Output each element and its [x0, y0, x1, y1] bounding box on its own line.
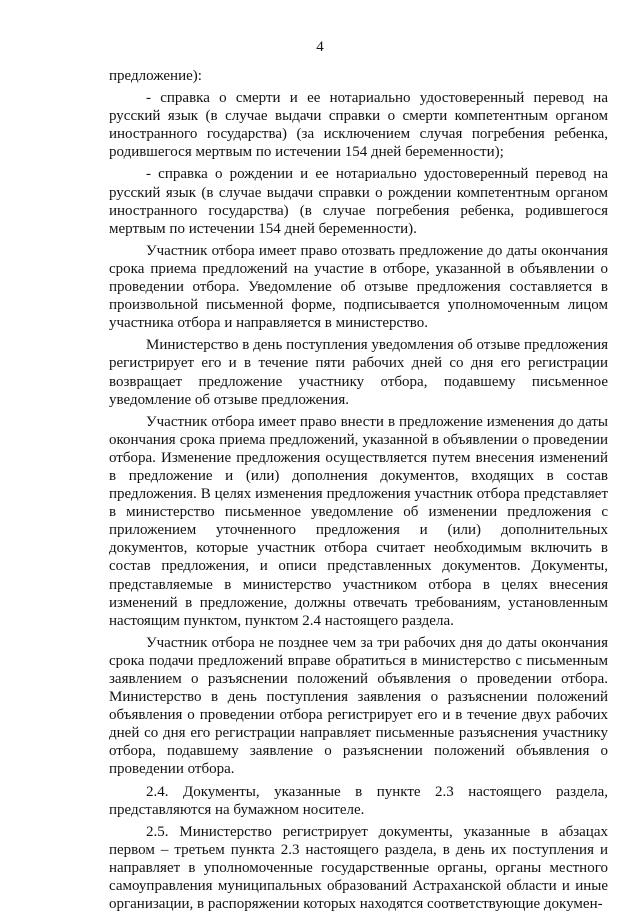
page-number: 4: [316, 39, 324, 55]
document-body: [109, 67, 608, 917]
paragraph-ministry-withdraw-registration: Министерство в день поступления уведомления об отзыве предложения регистрирует его и в течение пяти рабочих дней со дня его регистрации возвращает предложение участнику отбора, подавшему письменное уведомление об отзыве предложения.: [109, 337, 608, 408]
paragraph-birth-certificate: - справка о рождении и ее нотариально удостоверенный перевод на русский язык (в случае выдачи справки о рождении компетентным органом иностранного государства) (в случае погребения ребенка, родившегося мертвым по истечении 154 дней беременности).: [109, 166, 608, 237]
paragraph-section-2-4: 2.4. Документы, указанные в пункте 2.3 настоящего раздела, представляются на бумажном носителе.: [109, 783, 608, 818]
paragraph-proposal-changes: Участник отбора имеет право внести в предложение изменения до даты окончания срока приема предложений, указанной в объявлении о проведении отбора. Изменение предложения осуществляется путем внесения изменений в предложение и (или) дополнения документов, входящих в состав предложения. В целях изменения предложения участник отбора представляет в министерство письменное уведомление об изменении предложения с приложением уточненного предложения и (или) дополнительных документов, которые участник отбора считает необходимым включить в состав предложения, и описи представленных документов. Документы, представляемые в министерство участником отбора в целях внесения изменений в предложение, должны отвечать требованиям, установленным настоящим пунктом, пунктом 2.4 настоящего раздела.: [109, 413, 608, 629]
paragraph-clarification-request: Участник отбора не позднее чем за три рабочих дня до даты окончания срока подачи предложений вправе обратиться в министерство с письменным заявлением о разъяснении положений объявления о проведении отбора. Министерство в день поступления заявления о разъяснении положений объявления о проведении отбора регистрирует его и в течение двух рабочих дней со дня его регистрации направляет письменные разъяснения участнику отбора, подавшему заявление о разъяснении положений объявления о проведении отбора.: [109, 634, 608, 778]
paragraph-continuation: предложение):: [109, 68, 202, 84]
paragraph-death-certificate: - справка о смерти и ее нотариально удостоверенный перевод на русский язык (в случае выдачи справки о смерти компетентным органом иностранного государства) (за исключением случая погребения ребенка, родившегося мертвым по истечении 154 дней беременности);: [109, 90, 608, 161]
paragraph-withdraw-proposal: Участник отбора имеет право отозвать предложение до даты окончания срока приема предложений на участие в отборе, указанной в объявлении о проведении отбора. Уведомление об отзыве предложения составляется в произвольной письменной форме, подписывается уполномоченным лицом участника отбора и направляется в министерство.: [109, 242, 608, 332]
paragraph-section-2-5: 2.5. Министерство регистрирует документы, указанные в абзацах первом – третьем пункта 2.3 настоящего раздела, в день их поступления и направляет в уполномоченные государственные органы, органы местного самоуправления муниципальных образований Астраханской области и иные организации, в распоряжении которых находятся соответствующие докумен-: [109, 823, 608, 913]
